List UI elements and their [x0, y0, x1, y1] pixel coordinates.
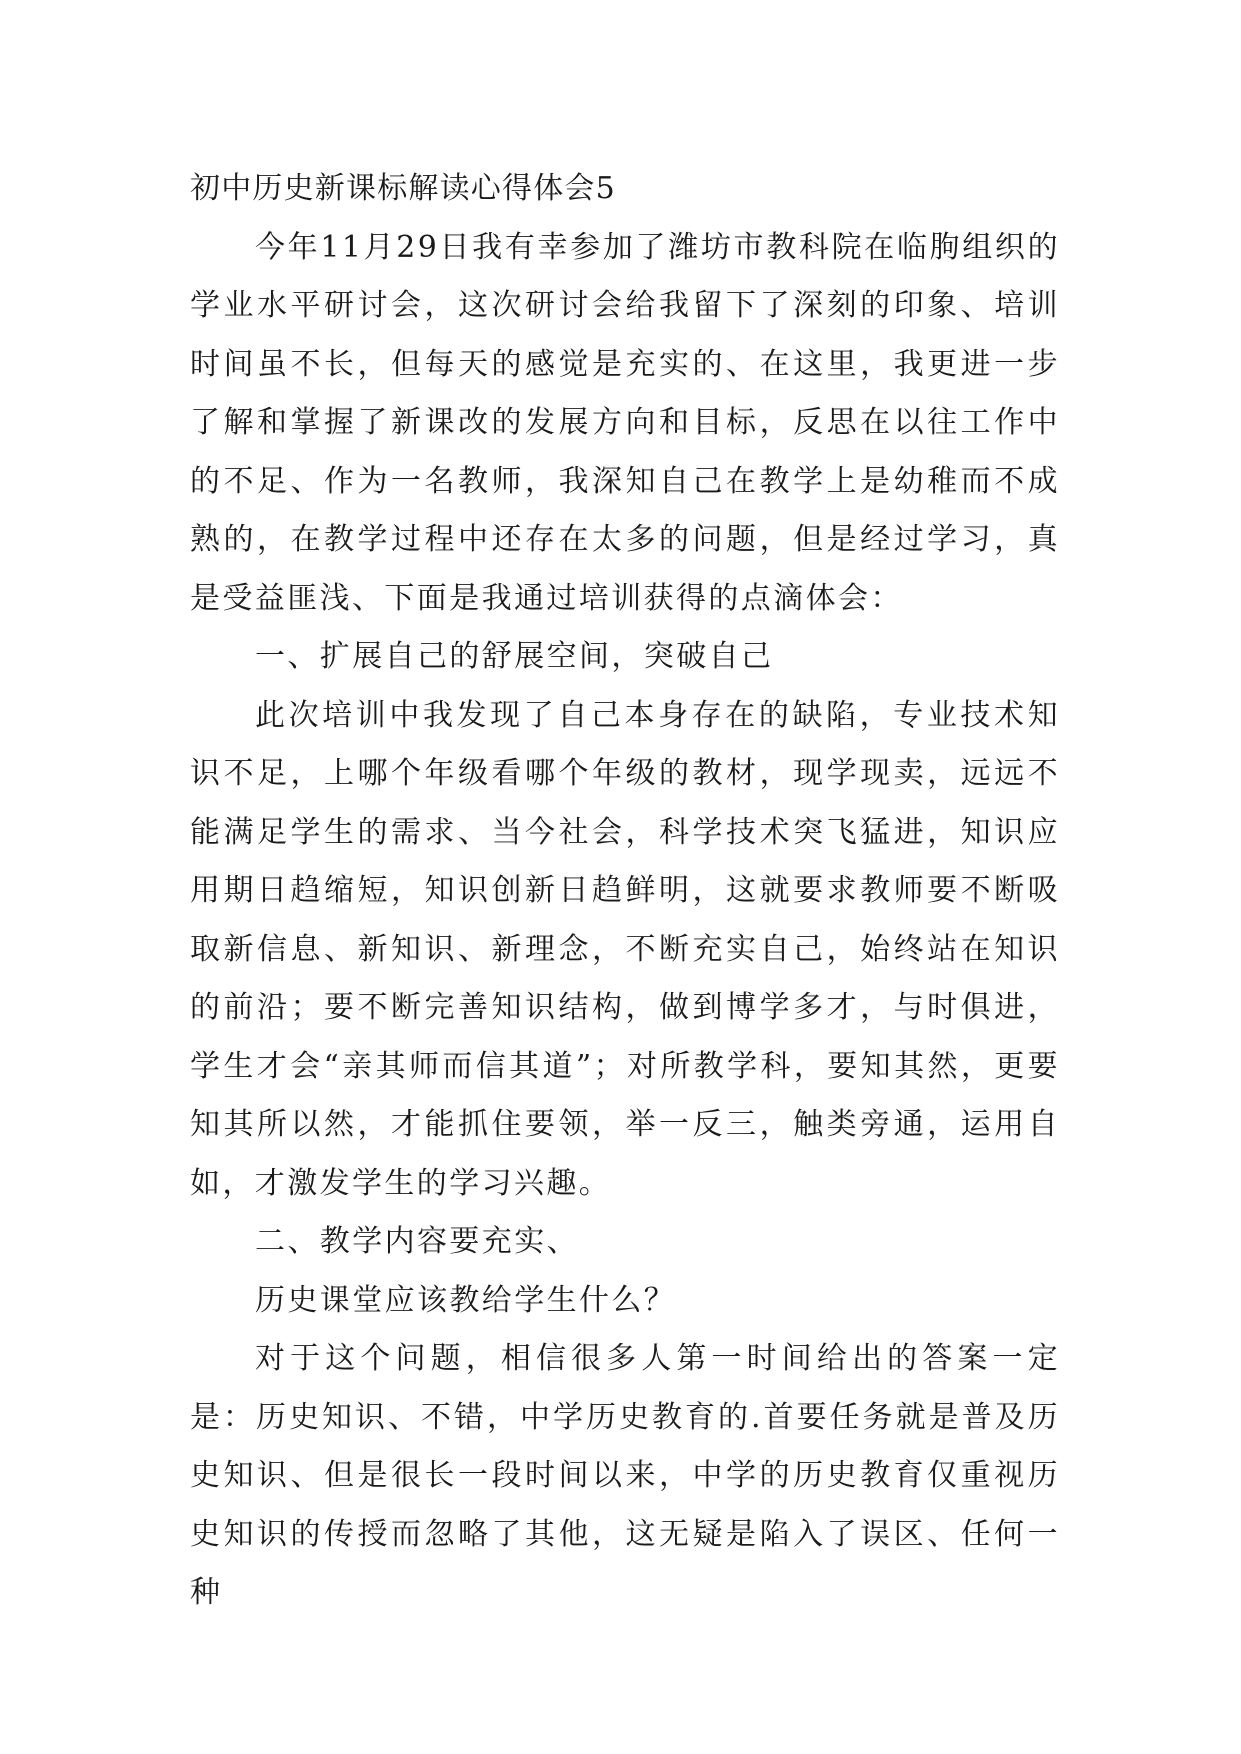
paragraph-intro: 今年11月29日我有幸参加了潍坊市教科院在临朐组织的学业水平研讨会，这次研讨会给我留下了深刻的印象、培训时间虽不长，但每天的感觉是充实的、在这里，我更进一步了解和掌握了新课改的发展方向和目标，反思在以往工作中的不足、作为一名教师，我深知自己在教学上是幼稚而不成熟的，在教学过程中还存在太多的问题，但是经过学习，真是受益匪浅、下面是我通过培训获得的点滴体会： — [190, 229, 1060, 616]
paragraph-answer: 对于这个问题，相信很多人第一时间给出的答案一定是：历史知识、不错，中学历史教育的.首要任务就是普及历史知识、但是很长一段时间以来，中学的历史教育仅重视历史知识的传授而忽略了其他，这无疑是陷入了误区、任何一种 — [190, 1341, 1060, 1610]
section-heading-1: 一、扩展自己的舒展空间，突破自己 — [255, 639, 774, 674]
document-title: 初中历史新课标解读心得体会5 — [190, 171, 616, 206]
section-heading-2: 二、教学内容要充实、 — [255, 1224, 579, 1259]
document-body — [190, 160, 1060, 1623]
paragraph-section-1: 此次培训中我发现了自己本身存在的缺陷，专业技术知识不足，上哪个年级看哪个年级的教材，现学现卖，远远不能满足学生的需求、当今社会，科学技术突飞猛进，知识应用期日趋缩短，知识创新日趋鲜明，这就要求教师要不断吸取新信息、新知识、新理念，不断充实自己，始终站在知识的前沿；要不断完善知识结构，做到博学多才，与时俱进，学生才会“亲其师而信其道”；对所教学科，要知其然，更要知其所以然，才能抓住要领，举一反三，触类旁通，运用自如，才激发学生的学习兴趣。 — [190, 697, 1060, 1201]
paragraph-question: 历史课堂应该教给学生什么？ — [255, 1282, 677, 1318]
